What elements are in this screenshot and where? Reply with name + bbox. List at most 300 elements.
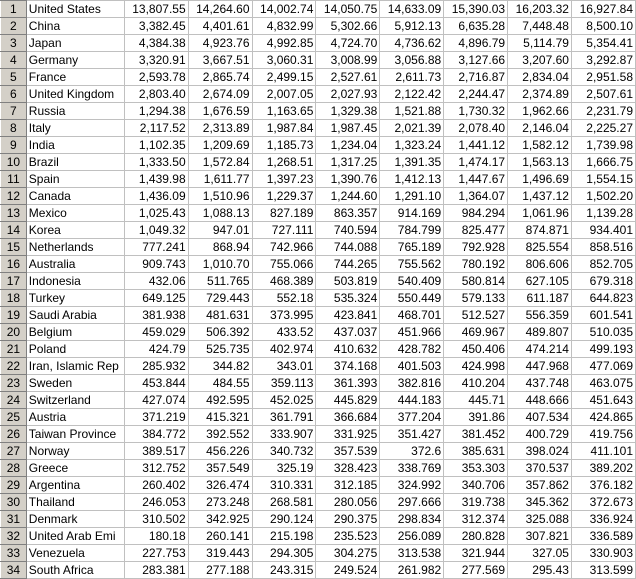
value-cell[interactable]: 338.769 (380, 460, 444, 477)
value-cell[interactable]: 401.503 (380, 358, 444, 375)
row-header[interactable]: 23 (1, 375, 27, 392)
row-header[interactable]: 2 (1, 18, 27, 35)
value-cell[interactable]: 468.389 (252, 273, 316, 290)
value-cell[interactable]: 427.074 (124, 392, 188, 409)
value-cell[interactable]: 326.474 (188, 477, 252, 494)
row-header[interactable]: 26 (1, 426, 27, 443)
row-header[interactable]: 20 (1, 324, 27, 341)
value-cell[interactable]: 1,439.98 (124, 171, 188, 188)
row-header[interactable]: 12 (1, 188, 27, 205)
value-cell[interactable]: 4,736.62 (380, 35, 444, 52)
value-cell[interactable]: 477.069 (571, 358, 635, 375)
value-cell[interactable]: 627.105 (508, 273, 572, 290)
value-cell[interactable]: 452.025 (252, 392, 316, 409)
value-cell[interactable]: 3,056.88 (380, 52, 444, 69)
value-cell[interactable]: 366.684 (316, 409, 380, 426)
value-cell[interactable]: 1,582.12 (508, 137, 572, 154)
value-cell[interactable]: 448.666 (508, 392, 572, 409)
value-cell[interactable]: 277.569 (444, 562, 508, 579)
country-cell[interactable]: Venezuela (26, 545, 124, 562)
value-cell[interactable]: 7,448.48 (508, 18, 572, 35)
value-cell[interactable]: 2,027.93 (316, 86, 380, 103)
value-cell[interactable]: 1,611.77 (188, 171, 252, 188)
value-cell[interactable]: 556.359 (508, 307, 572, 324)
country-cell[interactable]: Sweden (26, 375, 124, 392)
value-cell[interactable]: 503.819 (316, 273, 380, 290)
value-cell[interactable]: 1,572.84 (188, 154, 252, 171)
value-cell[interactable]: 359.113 (252, 375, 316, 392)
value-cell[interactable]: 5,114.79 (508, 35, 572, 52)
value-cell[interactable]: 1,088.13 (188, 205, 252, 222)
value-cell[interactable]: 261.982 (380, 562, 444, 579)
value-cell[interactable]: 525.735 (188, 341, 252, 358)
value-cell[interactable]: 2,834.04 (508, 69, 572, 86)
value-cell[interactable]: 4,832.99 (252, 18, 316, 35)
value-cell[interactable]: 345.362 (508, 494, 572, 511)
value-cell[interactable]: 319.443 (188, 545, 252, 562)
row-header[interactable]: 28 (1, 460, 27, 477)
country-cell[interactable]: Thailand (26, 494, 124, 511)
value-cell[interactable]: 1,397.23 (252, 171, 316, 188)
row-header[interactable]: 33 (1, 545, 27, 562)
value-cell[interactable]: 825.554 (508, 239, 572, 256)
value-cell[interactable]: 552.18 (252, 290, 316, 307)
value-cell[interactable]: 3,008.99 (316, 52, 380, 69)
row-header[interactable]: 32 (1, 528, 27, 545)
value-cell[interactable]: 1,163.65 (252, 103, 316, 120)
value-cell[interactable]: 2,499.15 (252, 69, 316, 86)
value-cell[interactable]: 1,496.69 (508, 171, 572, 188)
value-cell[interactable]: 16,203.32 (508, 1, 572, 18)
value-cell[interactable]: 1,139.28 (571, 205, 635, 222)
value-cell[interactable]: 827.189 (252, 205, 316, 222)
value-cell[interactable]: 3,382.45 (124, 18, 188, 35)
value-cell[interactable]: 433.52 (252, 324, 316, 341)
value-cell[interactable]: 400.729 (508, 426, 572, 443)
value-cell[interactable]: 372.6 (380, 443, 444, 460)
value-cell[interactable]: 371.219 (124, 409, 188, 426)
value-cell[interactable]: 2,865.74 (188, 69, 252, 86)
value-cell[interactable]: 744.088 (316, 239, 380, 256)
value-cell[interactable]: 1,447.67 (444, 171, 508, 188)
country-cell[interactable]: Saudi Arabia (26, 307, 124, 324)
value-cell[interactable]: 1,436.09 (124, 188, 188, 205)
value-cell[interactable]: 451.643 (571, 392, 635, 409)
country-cell[interactable]: Greece (26, 460, 124, 477)
value-cell[interactable]: 1,502.20 (571, 188, 635, 205)
value-cell[interactable]: 5,354.41 (571, 35, 635, 52)
value-cell[interactable]: 1,209.69 (188, 137, 252, 154)
value-cell[interactable]: 260.402 (124, 477, 188, 494)
value-cell[interactable]: 468.701 (380, 307, 444, 324)
value-cell[interactable]: 283.381 (124, 562, 188, 579)
country-cell[interactable]: Italy (26, 120, 124, 137)
value-cell[interactable]: 784.799 (380, 222, 444, 239)
row-header[interactable]: 14 (1, 222, 27, 239)
row-header[interactable]: 29 (1, 477, 27, 494)
country-cell[interactable]: Spain (26, 171, 124, 188)
value-cell[interactable]: 755.066 (252, 256, 316, 273)
value-cell[interactable]: 297.666 (380, 494, 444, 511)
value-cell[interactable]: 1,563.13 (508, 154, 572, 171)
value-cell[interactable]: 328.423 (316, 460, 380, 477)
value-cell[interactable]: 382.816 (380, 375, 444, 392)
value-cell[interactable]: 432.06 (124, 273, 188, 290)
value-cell[interactable]: 398.024 (508, 443, 572, 460)
value-cell[interactable]: 1,441.12 (444, 137, 508, 154)
value-cell[interactable]: 246.053 (124, 494, 188, 511)
value-cell[interactable]: 2,078.40 (444, 120, 508, 137)
value-cell[interactable]: 304.275 (316, 545, 380, 562)
value-cell[interactable]: 342.925 (188, 511, 252, 528)
value-cell[interactable]: 934.401 (571, 222, 635, 239)
value-cell[interactable]: 4,896.79 (444, 35, 508, 52)
value-cell[interactable]: 319.738 (444, 494, 508, 511)
value-cell[interactable]: 1,391.35 (380, 154, 444, 171)
value-cell[interactable]: 914.169 (380, 205, 444, 222)
value-cell[interactable]: 392.552 (188, 426, 252, 443)
value-cell[interactable]: 3,292.87 (571, 52, 635, 69)
value-cell[interactable]: 385.631 (444, 443, 508, 460)
value-cell[interactable]: 343.01 (252, 358, 316, 375)
value-cell[interactable]: 6,635.28 (444, 18, 508, 35)
value-cell[interactable]: 484.55 (188, 375, 252, 392)
value-cell[interactable]: 4,384.38 (124, 35, 188, 52)
value-cell[interactable]: 742.966 (252, 239, 316, 256)
value-cell[interactable]: 410.204 (444, 375, 508, 392)
value-cell[interactable]: 423.841 (316, 307, 380, 324)
value-cell[interactable]: 260.141 (188, 528, 252, 545)
value-cell[interactable]: 14,264.60 (188, 1, 252, 18)
value-cell[interactable]: 437.037 (316, 324, 380, 341)
country-cell[interactable]: Netherlands (26, 239, 124, 256)
row-header[interactable]: 24 (1, 392, 27, 409)
value-cell[interactable]: 5,912.13 (380, 18, 444, 35)
value-cell[interactable]: 13,807.55 (124, 1, 188, 18)
value-cell[interactable]: 14,050.75 (316, 1, 380, 18)
value-cell[interactable]: 273.248 (188, 494, 252, 511)
value-cell[interactable]: 336.589 (571, 528, 635, 545)
value-cell[interactable]: 2,507.61 (571, 86, 635, 103)
value-cell[interactable]: 280.056 (316, 494, 380, 511)
value-cell[interactable]: 373.995 (252, 307, 316, 324)
value-cell[interactable]: 755.562 (380, 256, 444, 273)
value-cell[interactable]: 3,060.31 (252, 52, 316, 69)
value-cell[interactable]: 506.392 (188, 324, 252, 341)
row-header[interactable]: 25 (1, 409, 27, 426)
value-cell[interactable]: 1,666.75 (571, 154, 635, 171)
row-header[interactable]: 15 (1, 239, 27, 256)
value-cell[interactable]: 353.303 (444, 460, 508, 477)
value-cell[interactable]: 312.374 (444, 511, 508, 528)
value-cell[interactable]: 792.928 (444, 239, 508, 256)
value-cell[interactable]: 1,234.04 (316, 137, 380, 154)
value-cell[interactable]: 1,291.10 (380, 188, 444, 205)
country-cell[interactable]: Argentina (26, 477, 124, 494)
value-cell[interactable]: 2,313.89 (188, 120, 252, 137)
value-cell[interactable]: 8,500.10 (571, 18, 635, 35)
country-cell[interactable]: China (26, 18, 124, 35)
value-cell[interactable]: 381.452 (444, 426, 508, 443)
value-cell[interactable]: 649.125 (124, 290, 188, 307)
value-cell[interactable]: 3,127.66 (444, 52, 508, 69)
row-header[interactable]: 6 (1, 86, 27, 103)
value-cell[interactable]: 2,611.73 (380, 69, 444, 86)
value-cell[interactable]: 463.075 (571, 375, 635, 392)
value-cell[interactable]: 1,987.45 (316, 120, 380, 137)
value-cell[interactable]: 389.202 (571, 460, 635, 477)
row-header[interactable]: 19 (1, 307, 27, 324)
value-cell[interactable]: 290.375 (316, 511, 380, 528)
value-cell[interactable]: 511.765 (188, 273, 252, 290)
country-cell[interactable]: Iran, Islamic Rep (26, 358, 124, 375)
value-cell[interactable]: 852.705 (571, 256, 635, 273)
value-cell[interactable]: 1,061.96 (508, 205, 572, 222)
value-cell[interactable]: 535.324 (316, 290, 380, 307)
value-cell[interactable]: 357.862 (508, 477, 572, 494)
value-cell[interactable]: 313.599 (571, 562, 635, 579)
value-cell[interactable]: 336.924 (571, 511, 635, 528)
value-cell[interactable]: 411.101 (571, 443, 635, 460)
value-cell[interactable]: 2,593.78 (124, 69, 188, 86)
value-cell[interactable]: 1,676.59 (188, 103, 252, 120)
value-cell[interactable]: 947.01 (188, 222, 252, 239)
value-cell[interactable]: 2,951.58 (571, 69, 635, 86)
value-cell[interactable]: 644.823 (571, 290, 635, 307)
value-cell[interactable]: 180.18 (124, 528, 188, 545)
value-cell[interactable]: 410.632 (316, 341, 380, 358)
country-cell[interactable]: Canada (26, 188, 124, 205)
value-cell[interactable]: 1,412.13 (380, 171, 444, 188)
value-cell[interactable]: 481.631 (188, 307, 252, 324)
country-cell[interactable]: Austria (26, 409, 124, 426)
value-cell[interactable]: 419.756 (571, 426, 635, 443)
country-cell[interactable]: Indonesia (26, 273, 124, 290)
value-cell[interactable]: 492.595 (188, 392, 252, 409)
value-cell[interactable]: 2,527.61 (316, 69, 380, 86)
value-cell[interactable]: 361.393 (316, 375, 380, 392)
value-cell[interactable]: 580.814 (444, 273, 508, 290)
value-cell[interactable]: 740.594 (316, 222, 380, 239)
country-cell[interactable]: Poland (26, 341, 124, 358)
value-cell[interactable]: 1,962.66 (508, 103, 572, 120)
value-cell[interactable]: 445.829 (316, 392, 380, 409)
value-cell[interactable]: 451.966 (380, 324, 444, 341)
value-cell[interactable]: 331.925 (316, 426, 380, 443)
country-cell[interactable]: Japan (26, 35, 124, 52)
value-cell[interactable]: 1,010.70 (188, 256, 252, 273)
row-header[interactable]: 10 (1, 154, 27, 171)
value-cell[interactable]: 3,320.91 (124, 52, 188, 69)
value-cell[interactable]: 1,364.07 (444, 188, 508, 205)
value-cell[interactable]: 1,730.32 (444, 103, 508, 120)
value-cell[interactable]: 984.294 (444, 205, 508, 222)
value-cell[interactable]: 512.527 (444, 307, 508, 324)
country-cell[interactable]: Switzerland (26, 392, 124, 409)
value-cell[interactable]: 307.821 (508, 528, 572, 545)
value-cell[interactable]: 268.581 (252, 494, 316, 511)
value-cell[interactable]: 424.79 (124, 341, 188, 358)
value-cell[interactable]: 1,521.88 (380, 103, 444, 120)
value-cell[interactable]: 1,554.15 (571, 171, 635, 188)
value-cell[interactable]: 389.517 (124, 443, 188, 460)
country-cell[interactable]: Taiwan Province (26, 426, 124, 443)
value-cell[interactable]: 474.214 (508, 341, 572, 358)
value-cell[interactable]: 321.944 (444, 545, 508, 562)
value-cell[interactable]: 249.524 (316, 562, 380, 579)
value-cell[interactable]: 215.198 (252, 528, 316, 545)
value-cell[interactable]: 243.315 (252, 562, 316, 579)
value-cell[interactable]: 2,674.09 (188, 86, 252, 103)
value-cell[interactable]: 424.865 (571, 409, 635, 426)
value-cell[interactable]: 453.844 (124, 375, 188, 392)
value-cell[interactable]: 550.449 (380, 290, 444, 307)
value-cell[interactable]: 2,803.40 (124, 86, 188, 103)
value-cell[interactable]: 16,927.84 (571, 1, 635, 18)
value-cell[interactable]: 2,225.27 (571, 120, 635, 137)
row-header[interactable]: 11 (1, 171, 27, 188)
value-cell[interactable]: 437.748 (508, 375, 572, 392)
row-header[interactable]: 31 (1, 511, 27, 528)
country-cell[interactable]: United Arab Emi (26, 528, 124, 545)
value-cell[interactable]: 295.43 (508, 562, 572, 579)
value-cell[interactable]: 858.516 (571, 239, 635, 256)
value-cell[interactable]: 15,390.03 (444, 1, 508, 18)
row-header[interactable]: 5 (1, 69, 27, 86)
row-header[interactable]: 27 (1, 443, 27, 460)
value-cell[interactable]: 1,739.98 (571, 137, 635, 154)
value-cell[interactable]: 372.673 (571, 494, 635, 511)
value-cell[interactable]: 2,117.52 (124, 120, 188, 137)
value-cell[interactable]: 428.782 (380, 341, 444, 358)
country-cell[interactable]: Australia (26, 256, 124, 273)
value-cell[interactable]: 330.903 (571, 545, 635, 562)
value-cell[interactable]: 377.204 (380, 409, 444, 426)
value-cell[interactable]: 333.907 (252, 426, 316, 443)
value-cell[interactable]: 2,244.47 (444, 86, 508, 103)
value-cell[interactable]: 806.606 (508, 256, 572, 273)
country-cell[interactable]: Mexico (26, 205, 124, 222)
value-cell[interactable]: 1,268.51 (252, 154, 316, 171)
value-cell[interactable]: 450.406 (444, 341, 508, 358)
country-cell[interactable]: United Kingdom (26, 86, 124, 103)
value-cell[interactable]: 2,231.79 (571, 103, 635, 120)
country-cell[interactable]: Belgium (26, 324, 124, 341)
value-cell[interactable]: 2,374.89 (508, 86, 572, 103)
value-cell[interactable]: 1,317.25 (316, 154, 380, 171)
country-cell[interactable]: Germany (26, 52, 124, 69)
value-cell[interactable]: 227.753 (124, 545, 188, 562)
value-cell[interactable]: 407.534 (508, 409, 572, 426)
value-cell[interactable]: 611.187 (508, 290, 572, 307)
row-header[interactable]: 21 (1, 341, 27, 358)
value-cell[interactable]: 444.183 (380, 392, 444, 409)
value-cell[interactable]: 340.732 (252, 443, 316, 460)
value-cell[interactable]: 415.321 (188, 409, 252, 426)
value-cell[interactable]: 5,302.66 (316, 18, 380, 35)
value-cell[interactable]: 384.772 (124, 426, 188, 443)
country-cell[interactable]: Russia (26, 103, 124, 120)
value-cell[interactable]: 4,724.70 (316, 35, 380, 52)
value-cell[interactable]: 402.974 (252, 341, 316, 358)
value-cell[interactable]: 381.938 (124, 307, 188, 324)
row-header[interactable]: 1 (1, 1, 27, 18)
value-cell[interactable]: 1,437.12 (508, 188, 572, 205)
value-cell[interactable]: 601.541 (571, 307, 635, 324)
value-cell[interactable]: 376.182 (571, 477, 635, 494)
value-cell[interactable]: 2,146.04 (508, 120, 572, 137)
value-cell[interactable]: 777.241 (124, 239, 188, 256)
value-cell[interactable]: 4,992.85 (252, 35, 316, 52)
value-cell[interactable]: 579.133 (444, 290, 508, 307)
row-header[interactable]: 18 (1, 290, 27, 307)
country-cell[interactable]: India (26, 137, 124, 154)
value-cell[interactable]: 825.477 (444, 222, 508, 239)
value-cell[interactable]: 3,667.51 (188, 52, 252, 69)
value-cell[interactable]: 285.932 (124, 358, 188, 375)
country-cell[interactable]: Korea (26, 222, 124, 239)
value-cell[interactable]: 357.549 (188, 460, 252, 477)
country-cell[interactable]: Turkey (26, 290, 124, 307)
value-cell[interactable]: 324.992 (380, 477, 444, 494)
value-cell[interactable]: 1,229.37 (252, 188, 316, 205)
value-cell[interactable]: 1,244.60 (316, 188, 380, 205)
value-cell[interactable]: 863.357 (316, 205, 380, 222)
value-cell[interactable]: 1,294.38 (124, 103, 188, 120)
value-cell[interactable]: 340.706 (444, 477, 508, 494)
row-header[interactable]: 30 (1, 494, 27, 511)
row-header[interactable]: 9 (1, 137, 27, 154)
value-cell[interactable]: 2,021.39 (380, 120, 444, 137)
value-cell[interactable]: 327.05 (508, 545, 572, 562)
value-cell[interactable]: 447.968 (508, 358, 572, 375)
value-cell[interactable]: 277.188 (188, 562, 252, 579)
value-cell[interactable]: 510.035 (571, 324, 635, 341)
value-cell[interactable]: 280.828 (444, 528, 508, 545)
value-cell[interactable]: 351.427 (380, 426, 444, 443)
value-cell[interactable]: 2,122.42 (380, 86, 444, 103)
value-cell[interactable]: 310.331 (252, 477, 316, 494)
value-cell[interactable]: 1,333.50 (124, 154, 188, 171)
value-cell[interactable]: 1,329.38 (316, 103, 380, 120)
value-cell[interactable]: 1,323.24 (380, 137, 444, 154)
value-cell[interactable]: 3,207.60 (508, 52, 572, 69)
value-cell[interactable]: 729.443 (188, 290, 252, 307)
country-cell[interactable]: Denmark (26, 511, 124, 528)
value-cell[interactable]: 344.82 (188, 358, 252, 375)
row-header[interactable]: 8 (1, 120, 27, 137)
country-cell[interactable]: United States (26, 1, 124, 18)
value-cell[interactable]: 361.791 (252, 409, 316, 426)
value-cell[interactable]: 679.318 (571, 273, 635, 290)
value-cell[interactable]: 298.834 (380, 511, 444, 528)
value-cell[interactable]: 499.193 (571, 341, 635, 358)
value-cell[interactable]: 2,007.05 (252, 86, 316, 103)
row-header[interactable]: 22 (1, 358, 27, 375)
value-cell[interactable]: 1,987.84 (252, 120, 316, 137)
value-cell[interactable]: 256.089 (380, 528, 444, 545)
value-cell[interactable]: 294.305 (252, 545, 316, 562)
value-cell[interactable]: 780.192 (444, 256, 508, 273)
value-cell[interactable]: 489.807 (508, 324, 572, 341)
value-cell[interactable]: 14,633.09 (380, 1, 444, 18)
value-cell[interactable]: 909.743 (124, 256, 188, 273)
row-header[interactable]: 3 (1, 35, 27, 52)
country-cell[interactable]: Norway (26, 443, 124, 460)
country-cell[interactable]: South Africa (26, 562, 124, 579)
value-cell[interactable]: 868.94 (188, 239, 252, 256)
row-header[interactable]: 17 (1, 273, 27, 290)
